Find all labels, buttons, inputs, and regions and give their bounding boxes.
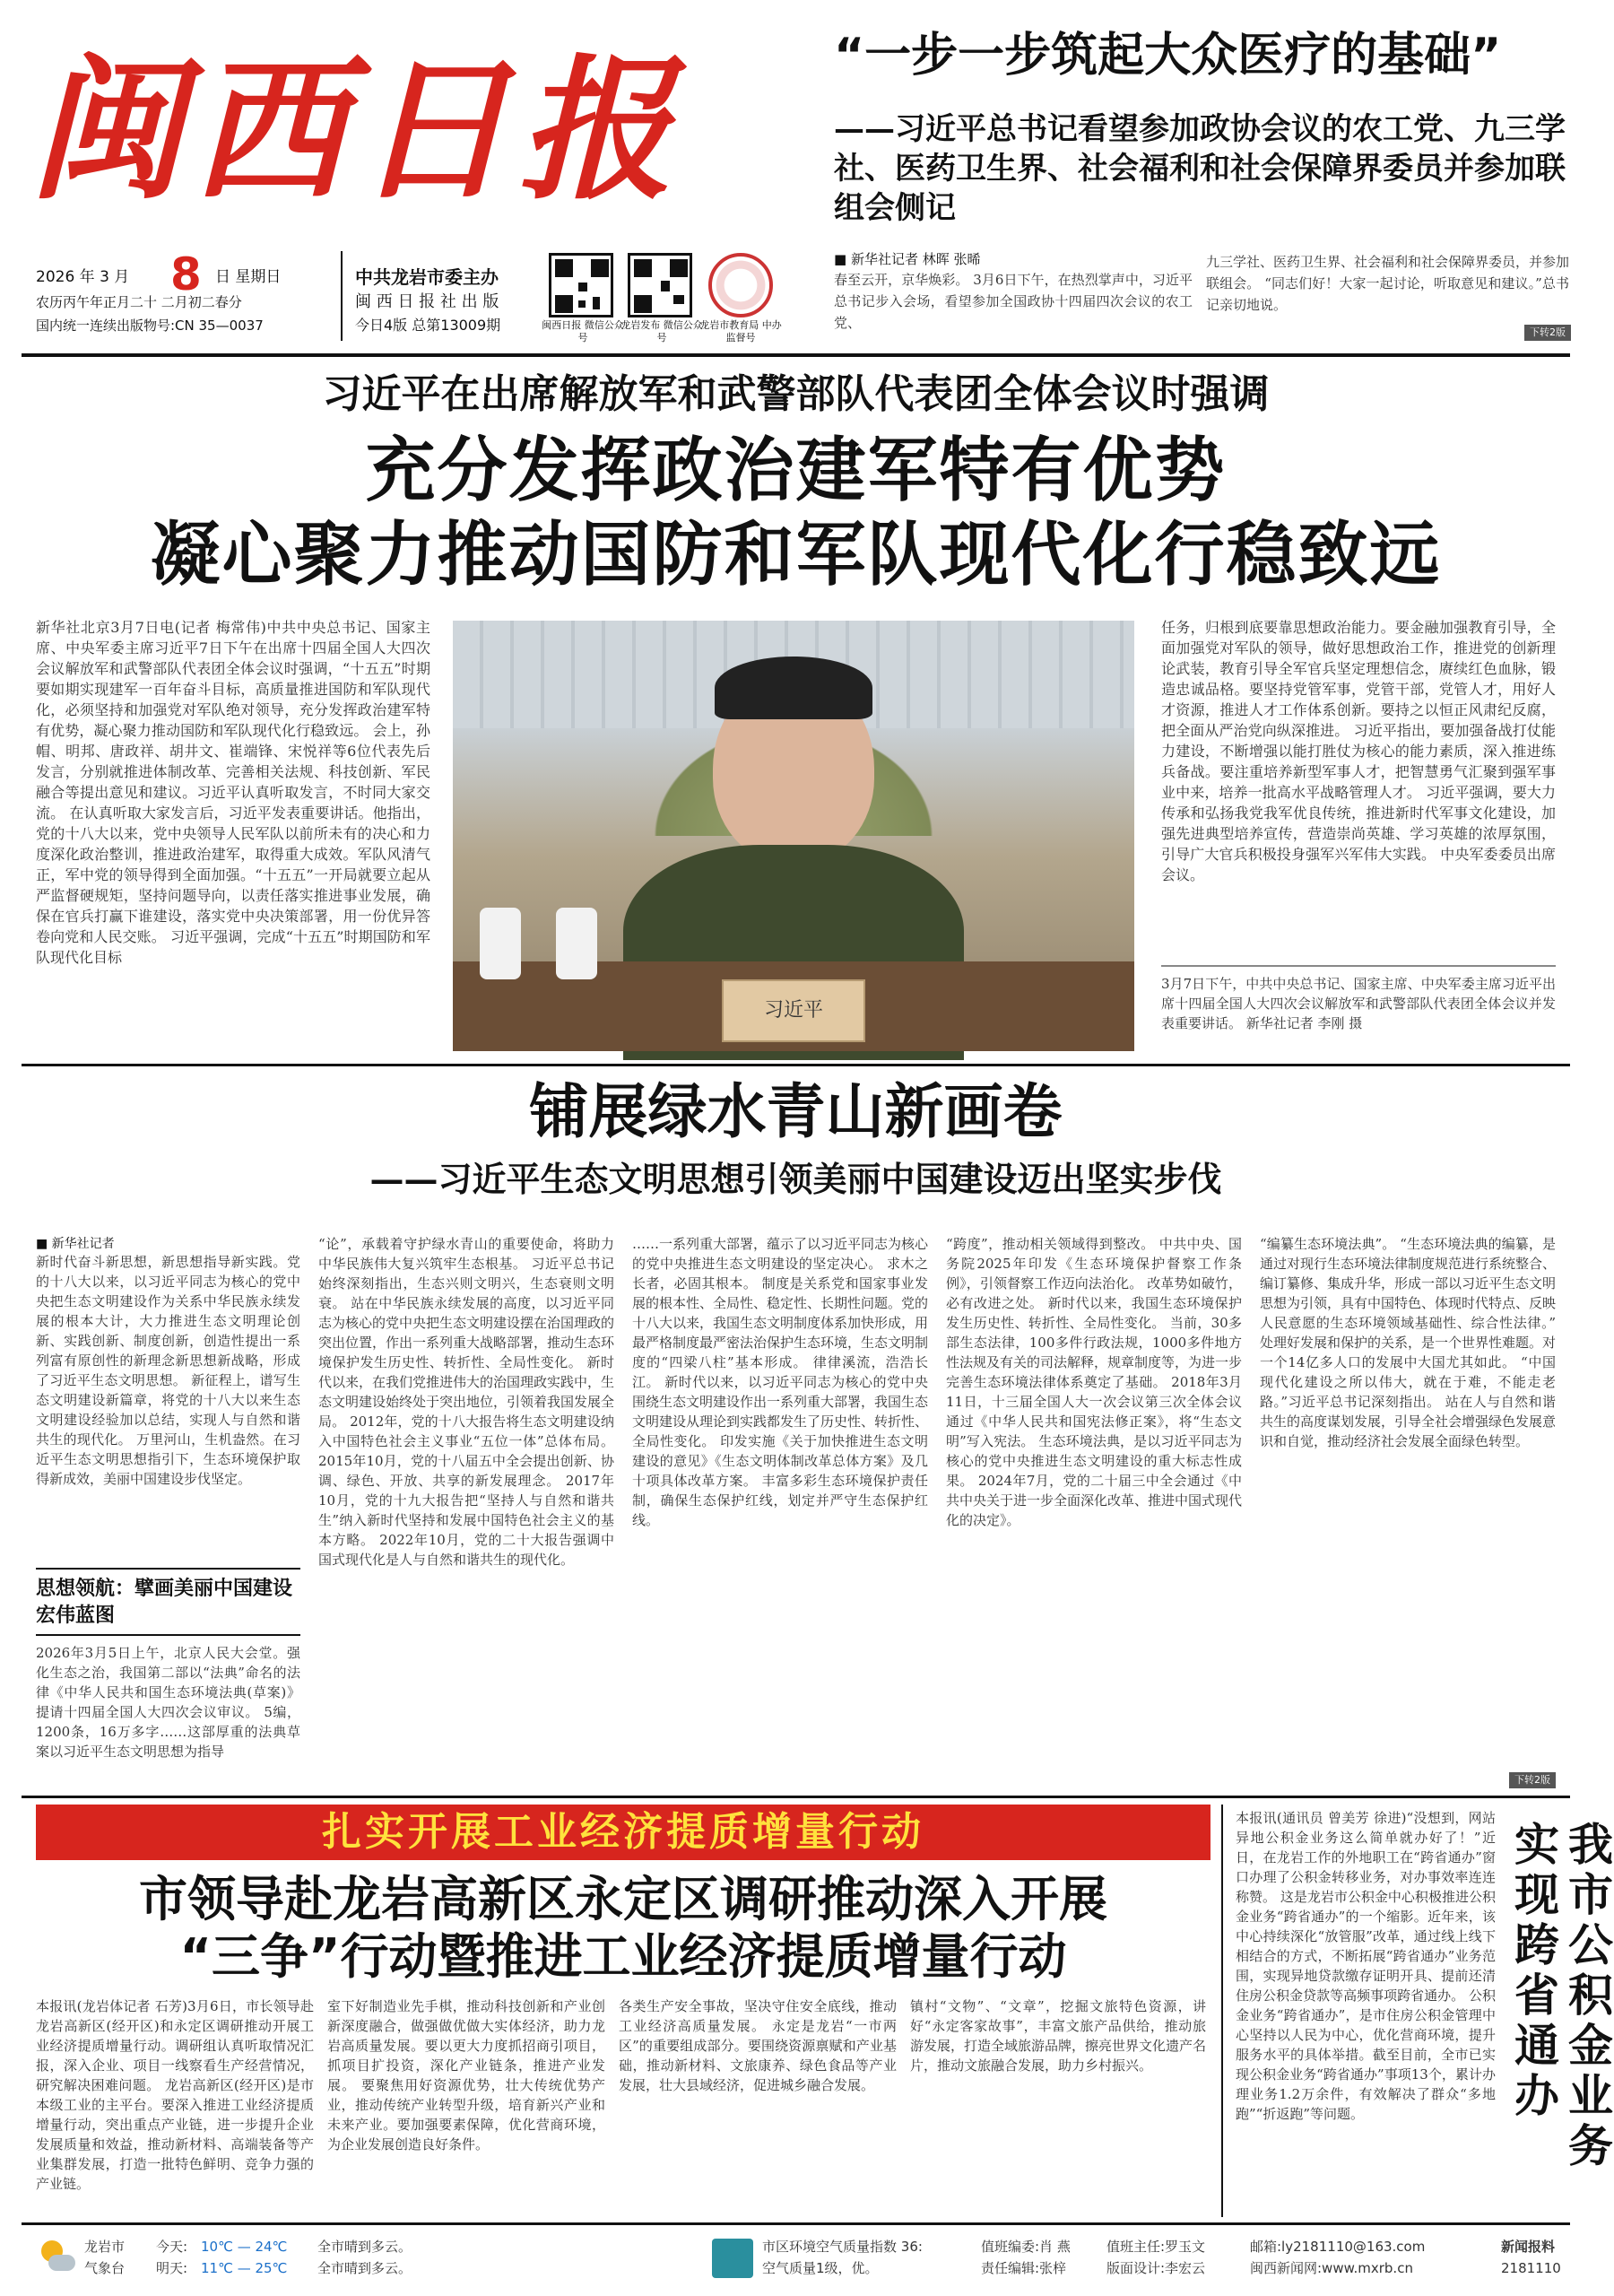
- qr-code-icon[interactable]: [628, 253, 692, 317]
- byline: ■ 新华社记者: [36, 1237, 115, 1251]
- photo-caption: 3月7日下午，中共中央总书记、国家主席、中央军委主席习近平出席十四届全国人大四次会议解放军和武警部队代表团全体会议并发表重要讲话。 新华社记者 李刚 摄: [1161, 976, 1556, 1031]
- divider: [341, 251, 343, 341]
- jump-link[interactable]: 下转2版: [1524, 325, 1571, 341]
- staff-credit: 值班主任:罗玉文: [1106, 2239, 1206, 2255]
- serial-number: 国内统一连续出版物号:CN 35—0037: [36, 317, 264, 334]
- emblem-icon: [708, 253, 773, 317]
- section-rule: [22, 353, 1570, 357]
- qr-label: 龙岩市教育局 中办监督号: [699, 319, 782, 344]
- lead-headline[interactable]: 充分发挥政治建军特有优势: [365, 430, 1227, 511]
- issue-info: 今日4版 总第13009期: [355, 317, 501, 334]
- aqi-label: 市区环境空气质量指数 36:: [762, 2239, 923, 2255]
- feature-body: “编纂生态环境法典”。 “生态环境法典的编纂，是通过对现行生态环境法律制度规范进行系统整合、编订纂修、集成升华，形成一部以习近平生态文明思想为引领，具有中国特色、体现时代特点、反映人民意愿的生态环境领域基础性、综合性法律。” 处理好发展和保护的关系，是一个世界性难题。对一个14亿多人口的发展中大国尤其如此。 “中国现代化建设之所以伟大，就在于难，不能走老路。”习近平总书记深刻指出。 站在人与自然和谐共生的高度谋划发展，引导全社会增强绿色发展意识和自觉，推动经济社会发展全面绿色转型。: [1260, 1236, 1557, 1449]
- nameplate: 习近平: [722, 979, 865, 1042]
- weather-desc: 全市晴到多云。: [317, 2239, 412, 2255]
- feature-body: ……一系列重大部署，蕴示了以习近平同志为核心的党中央推进生态文明建设的坚定决心。 求木之长者，必固其根本。 制度是关系党和国家事业发展的根本性、全局性、稳定性、长期性问题。党的十八大以来，我国生态文明制度体系加快形成，用最严格制度最严密法治保护生态环境，生态文明制度的“四梁八柱”基本形成。 律律溪流，浩浩长江。 新时代以来，以习近平同志为核心的党中央围绕生态文明建设作出一系列重大部署，我国生态文明建设从理论到实践都发生了历史性、转折性、全局性变化。 印发实施《关于加快推进生态文明建设的意见》《生态文明体制改革总体方案》及几十项具体改革方案。 丰富多彩生态环境保护责任制，确保生态保护红线，划定并严守生态保护红线。: [632, 1236, 929, 1528]
- industry-body: 本报讯(龙岩体记者 石芳)3月6日，市长领导赴龙岩高新区(经开区)和永定区调研推动开展工业经济提质增量行动。调研组认真听取情况汇报，深入企业、项目一线察看生产经营情况，研究解决困难问题。 龙岩高新区(经开区)是市本级工业的主平台。要深入推进工业经济提质增量行动，突出重点产业链，进一步提升企业发展质量和效益，推动新材料、高端装备等产业集群发展，打造一批特色鲜明、竞争力强的产业链。: [36, 1998, 314, 2192]
- weather-label: 龙岩市: [84, 2239, 126, 2255]
- jump-link[interactable]: 下转2版: [1509, 1772, 1556, 1788]
- campaign-banner: 扎实开展工业经济提质增量行动: [36, 1805, 1210, 1860]
- lead-headline[interactable]: 凝心聚力推动国防和军队现代化行稳致远: [150, 515, 1442, 596]
- lead-photo[interactable]: [453, 621, 1134, 1051]
- date-month: 2026 年 3 月: [36, 268, 130, 286]
- qr-code-icon[interactable]: [549, 253, 613, 317]
- contact-email[interactable]: 邮箱:ly2181110@163.com: [1250, 2239, 1426, 2255]
- industry-body: 镇村“文物”、“文章”，挖掘文旅特色资源，讲好“永定客家故事”，丰富文旅产品供给，推动旅游发展，打造全域旅游品牌，擦亮世界文化遗产名片，推动文旅融合发展，助力乡村振兴。: [910, 1998, 1207, 2074]
- footer-rule: [22, 2222, 1570, 2225]
- byline: ■ 新华社记者 林晖 张晞: [834, 251, 981, 267]
- feature-subheadline: ——习近平生态文明思想引领美丽中国建设迈出坚实步伐: [369, 1159, 1222, 1199]
- section-rule: [22, 1064, 1570, 1066]
- industry-body: 室下好制造业先手棋，推动科技创新和产业创新深度融合，做强做优做大实体经济，助力龙岩高质量发展。要以更大力度抓招商引项目，抓项目扩投资，深化产业链条，推进产业发展。 要聚焦用好资源优势，壮大传统优势产业，推动传统产业转型升级，培育新兴产业和未来产业。要加强要素保障，优化营商环境，为企业发展创造良好条件。: [327, 1998, 605, 2152]
- publisher-line: 闽 西 日 报 社 出 版: [355, 292, 499, 311]
- feature-body: 新时代奋斗新思想，新思想指导新实践。党的十八大以来，以习近平同志为核心的党中央把生态文明建设作为关系中华民族永续发展的根本大计，大力推进生态文明理论创新、实践创新、制度创新，创造性提出一系列富有原创性的新理念新思想新战略，形成了习近平生态文明思想。 新征程上，谱写生态文明建设新篇章，将党的十八大以来生态文明建设经验加以总结，实现人与自然和谐共生的现代化。 万里河山，生机盎然。在习近平生态文明思想指引下，生态环境保护取得新成效，美丽中国建设步伐坚定。: [36, 1254, 300, 1487]
- feature-body: 2026年3月5日上午，北京人民大会堂。强化生态之治，我国第二部以“法典”命名的法律《中华人民共和国生态环境法典(草案)》提请十四届全国人大四次会议审议。 5编，1200条，16万多字……这部厚重的法典草案以习近平生态文明思想为指导: [36, 1645, 300, 1760]
- qr-label: 闽西日报 微信公众号: [542, 319, 624, 344]
- industry-headline[interactable]: 市领导赴龙岩高新区永定区调研推动深入开展: [139, 1871, 1107, 1927]
- website-link[interactable]: 闽西新闻网:www.mxrb.cn: [1250, 2260, 1413, 2276]
- publisher-line: 中共龙岩市委主办: [355, 266, 499, 288]
- feature-body: “论”，承载着守护绿水青山的重要使命，将助力中华民族伟大复兴筑牢生态根基。 习近平总书记始终深刻指出，生态兴则文明兴，生态衰则文明衰。 站在中华民族永续发展的高度，以习近平同志为核心的党中央把生态文明建设摆在治国理政的突出位置，作出一系列重大战略部署，推动生态环境保护发生历史性、转折性、全局性变化。 新时代以来，在我们党推进伟大的治国理政实践中，生态文明建设始终处于突出地位，引领着我国发展全局。 2012年，党的十八大报告将生态文明建设纳入中国特色社会主义事业“五位一体”总体布局。 2015年10月，党的十八届五中全会提出创新、协调、绿色、开放、共享的新发展理念。 2017年10月，党的十九大报告把“坚持人与自然和谐共生”纳入新时代坚持和发展中国特色社会主义的基本方略。 2022年10月，党的二十大报告强调中国式现代化是人与自然和谐共生的现代化。: [318, 1236, 615, 1568]
- industry-headline[interactable]: “三争”行动暨推进工业经济提质增量行动: [179, 1928, 1067, 1985]
- top-story-subtitle: ——习近平总书记看望参加政协会议的农工党、九三学社、医药卫生界、社会福利和社会保障界委员并参加联组会侧记: [834, 111, 1566, 226]
- section-rule: [22, 1796, 1570, 1798]
- feature-body: “跨度”，推动相关领域得到整改。 中共中央、国务院2025年印发《生态环境保护督察工作条例》，引领督察工作迈向法治化。 改革势如破竹，必有改进之处。 新时代以来，我国生态环境保护发生历史性、转折性、全局性变化。 当前，30多部生态法律，100多件行政法规，1000多件地方性法规及有关的司法解释，规章制度等，为进一步完善生态环境法律体系奠定了基础。 2018年3月11日，十三届全国人大一次会议第三次全体会议通过《中华人民共和国宪法修正案》，将“生态文明”写入宪法。 生态环境法典，是以习近平同志为核心的党中央推进生态文明建设的重大标志性成果。 2024年7月，党的二十届三中全会通过《中共中央关于进一步全面深化改革、推进中国式现代化的决定》。: [946, 1236, 1243, 1528]
- weather-label: 气象台: [84, 2260, 126, 2276]
- lead-kicker: 习近平在出席解放军和武警部队代表团全体会议时强调: [322, 371, 1270, 417]
- qr-label: 龙岩发布 微信公众号: [620, 319, 703, 344]
- top-story-title[interactable]: “一步一步筑起大众医疗的基础”: [834, 29, 1502, 83]
- lead-body-right: 任务，归根到底要靠思想政治能力。要金融加强教育引导，全面加强党对军队的领导，做好思想政治工作，推进党的创新理论武装，教育引导全军官兵坚定理想信念，赓续红色血脉，锻造忠诚品格。要坚持党管军事，党管干部，党管人才，用好人才资源，推进人才工作体系创新。要持之以恒正风肃纪反腐，把全面从严治党向纵深推进。 习近平指出，要加强备战打仗能力建设，不断增强以能打胜仗为核心的能力素质，深入推进练兵备战。要注重培养新型军事人才，把智慧勇气汇聚到强军事业中来，培养一批高水平战略管理人才。 习近平强调，要大力传承和弘扬我党我军优良传统，推进新时代军事文化建设，加强先进典型培养宣传，营造崇尚英雄、学习英雄的浓厚氛围，引导广大官兵积极投身强军兴军伟大实践。 中央军委委员出席会议。: [1161, 619, 1556, 883]
- weather-day: 今天:: [156, 2239, 188, 2255]
- date-day: 8: [170, 248, 202, 300]
- weather-desc: 全市晴到多云。: [317, 2260, 412, 2276]
- date-weekday: 日 星期日: [215, 268, 282, 286]
- lead-body-left: 新华社北京3月7日电(记者 梅常伟)中共中央总书记、国家主席、中央军委主席习近平7日下午在出席十四届全国人大四次会议解放军和武警部队代表团全体会议时强调，“十五五”时期要如期实现建军一百年奋斗目标，高质量推进国防和军队现代化，必须坚持和加强党对军队绝对领导，充分发挥政治建军特有优势，凝心聚力推动国防和军队现代化行稳致远。 会上，孙帽、明邦、唐政祥、胡井文、崔端锋、宋悦祥等6位代表先后发言，分别就推进体制改革、完善相关法规、科技创新、军民融合等提出意见和建议。习近平认真听取发言，不时同大家交流。 在认真听取大家发言后，习近平发表重要讲话。他指出，党的十八大以来，党中央领导人民军队以前所未有的决心和力度深化政治整训，推进政治建军，取得重大成效。军队风清气正，军中党的领导得到全面加强。“十五五”一开局就要立起从严监督硬规矩，坚持问题导向，以责任落实推进事业发展，确保在官兵打赢下谁建设，落实党中央决策部署，用一份优异答卷向党和人民交账。 习近平强调，完成“十五五”时期国防和军队现代化目标: [36, 619, 430, 966]
- sun-cloud-icon: [39, 2240, 75, 2276]
- staff-credit: 值班编委:肖 燕: [981, 2239, 1071, 2255]
- industry-body: 各类生产安全事故，坚决守住安全底线，推动工业经济高质量发展。 永定是龙岩“一市两区”的重要组成部分。要围绕资源禀赋和产业基础，推动新材料、文旅康养、绿色食品等产业发展，壮大县域经济，促进城乡融合发展。: [619, 1998, 897, 2093]
- weather-temp: 11℃ — 25℃: [201, 2260, 288, 2276]
- hotline-number[interactable]: 2181110: [1501, 2260, 1561, 2276]
- hotline-label: 新闻报料: [1501, 2239, 1556, 2255]
- weather-temp: 10℃ — 24℃: [201, 2239, 288, 2255]
- gjj-headline[interactable]: 我市公积金业务实现跨省通办: [1507, 1821, 1613, 2172]
- weather-day: 明天:: [156, 2260, 188, 2276]
- staff-credit: 版面设计:李宏云: [1106, 2260, 1206, 2276]
- feature-headline[interactable]: 铺展绿水青山新画卷: [529, 1077, 1063, 1146]
- divider: [1221, 1805, 1223, 2217]
- masthead-logo: 闽西日报: [29, 39, 681, 221]
- aqi-icon: [712, 2239, 753, 2278]
- aqi-desc: 空气质量1级，优。: [762, 2260, 879, 2276]
- gjj-body: 本报讯(通讯员 曾美芳 徐进)“没想到，网站异地公积金业务这么简单就办好了！”近日，在龙岩工作的外地职工在“跨省通办”窗口办理了公积金转移业务，对办事效率连连称赞。 这是龙岩市公积金中心积极推进公积金业务“跨省通办”的一个缩影。近年来，该中心持续深化“放管服”改革，通过线上线下相结合的方式，不断拓展“跨省通办”业务范围，实现异地贷款缴存证明开具、提前还清住房公积金贷款等高频事项跨省通办。 公积金业务“跨省通办”，是市住房公积金管理中心坚持以人民为中心，优化营商环境，提升服务水平的具体举措。截至目前，全市已实现公积金业务“跨省通办”事项13个，累计办理业务1.2万余件，有效解决了群众“多地跑”“折返跑”等问题。: [1236, 1810, 1496, 2122]
- top-story-body: 九三学社、医药卫生界、社会福利和社会保障界委员，并参加联组会。 “同志们好！大家一起讨论，听取意见和建议。”总书记亲切地说。: [1206, 254, 1570, 313]
- staff-credit: 责任编辑:张梓: [981, 2260, 1067, 2276]
- divider: [1161, 965, 1556, 967]
- lunar-date: 农历丙午年正月二十 二月初二春分: [36, 294, 242, 310]
- top-story-body: 春至云开，京华焕彩。 3月6日下午，在热烈掌声中，习近平总书记步入会场，看望参加全国政协十四届四次会议的农工党、: [834, 272, 1193, 331]
- pull-heading: 思想领航：擘画美丽中国建设宏伟蓝图: [36, 1568, 300, 1636]
- footer: [22, 2228, 1570, 2289]
